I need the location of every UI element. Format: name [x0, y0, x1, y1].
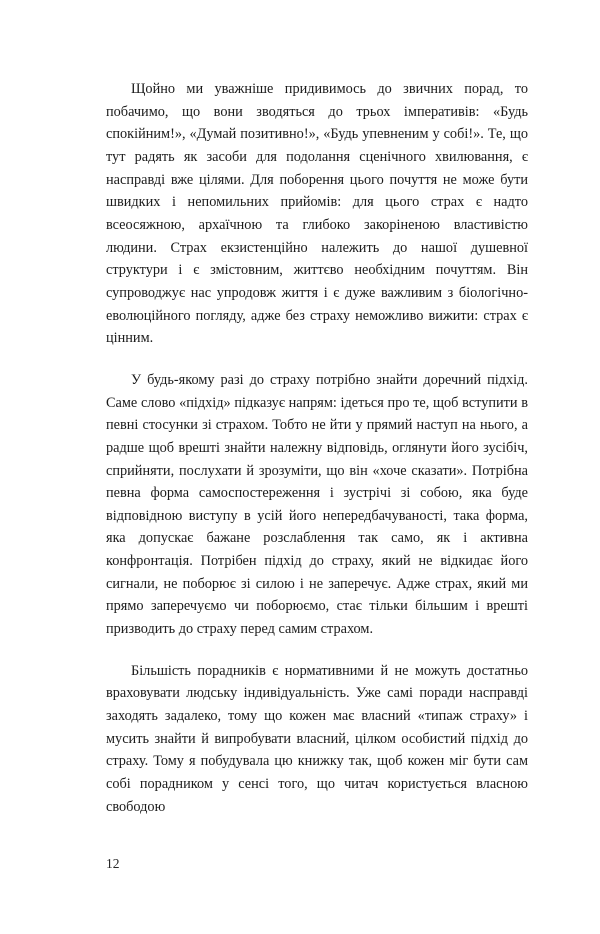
paragraph-spacer: [106, 350, 528, 369]
paragraph-spacer: [106, 641, 528, 660]
paragraph-1: Щойно ми уважніше придивимось до звичних порад, то побачимо, що вони зводяться до трьох імперативів: «Будь спокійним!», «Думай позитивно!», «Будь упевненим у собі!». Те, що тут радять як засоби для подолання сценічного хвилювання, є насправді вже цілями. Для поборення цього почуття не може бути швидких і непомильних прийомів: для цього страх є надто всеосяжною, архаїчною та глибоко закоріненою властивістю людини. Страх екзистенційно належить до нашої душевної структури і є змістовним, життєво необхідним почуттям. Він супроводжує нас упродовж життя і є дуже важливим з біологічно-еволюційного погляду, адже без страху неможливо вижити: страх є цінним.: [106, 81, 528, 347]
page-body: [106, 78, 528, 818]
paragraph-3: Більшість порадників є нормативними й не можуть достатньо враховувати людську індивідуальність. Уже самі поради насправді заходять задалеко, тому що кожен має власний «типаж страху» і мусить знайти й випробувати власний, цілком особистий підхід до страху. Тому я побудувала цю книжку так, щоб кожен міг бути сам собі порадником у сенсі того, що читач користується власною свободою: [106, 662, 528, 815]
paragraph-2: У будь-якому разі до страху потрібно знайти доречний підхід. Саме слово «підхід» підказує напрям: ідеться про те, щоб вступити в певні стосунки зі страхом. Тобто не йти у прямий наступ на нього, а радше щоб врешті знайти належну відповідь, оглянути його зусібіч, сприйняти, послухати й зрозуміти, що він «хоче сказати». Потрібна певна форма самоспостереження і зустрічі зі собою, яка буде відповідною виступу в усій його непередбачуваності, така форма, яка допускає бажане розслаблення так само, як і активна конфронтація. Потрібен підхід до страху, який не відкидає його сигнали, не поборює зі силою і не заперечує. Адже страх, який ми прямо заперечуємо чи поборюємо, стає тільки більшим і врешті призводить до страху перед самим страхом.: [106, 371, 528, 638]
page-number: 12: [106, 856, 120, 871]
